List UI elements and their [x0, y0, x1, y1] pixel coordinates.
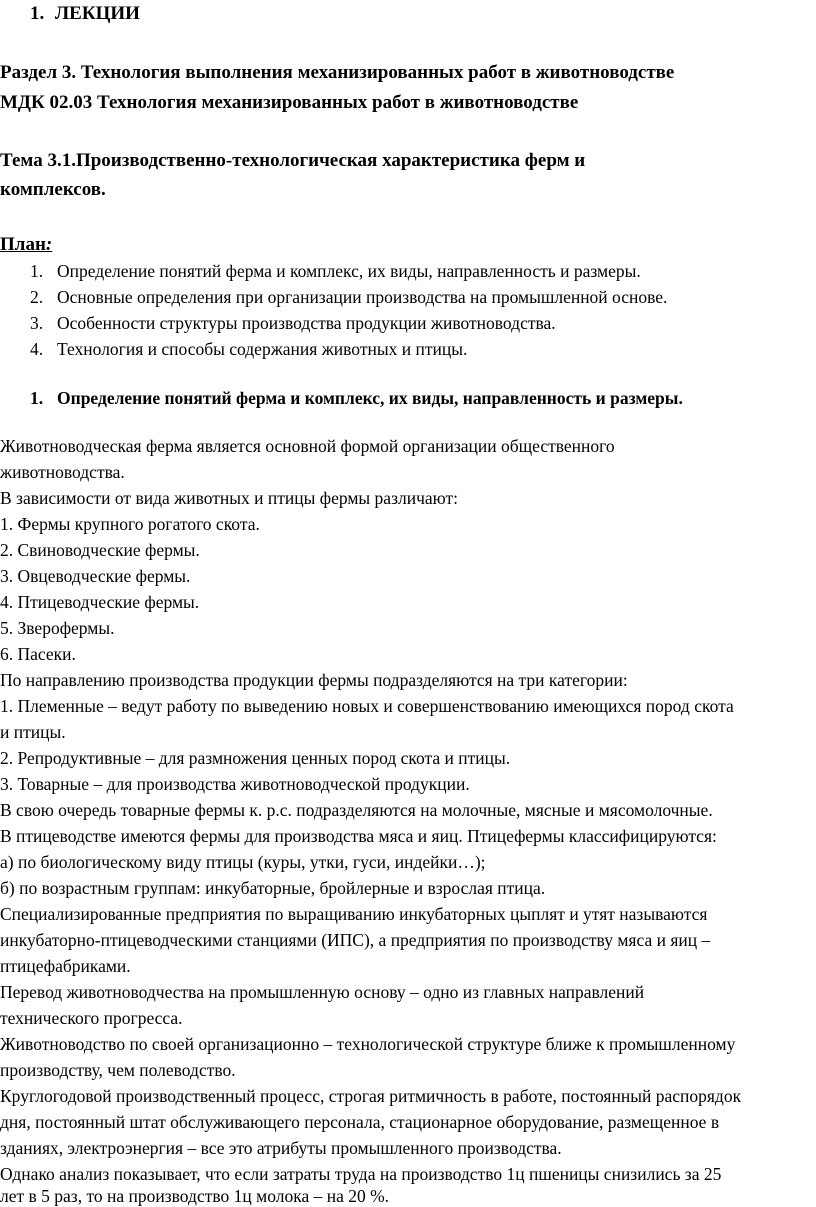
body-line: 4. Птицеводческие фермы.: [0, 592, 200, 612]
section-title: Раздел 3. Технология выполнения механизированных работ в животноводстве: [0, 62, 675, 83]
body-line: По направлению производства продукции фермы подразделяются на три категории:: [0, 670, 628, 690]
body-line: лет в 5 раз, то на производство 1ц молока – на 20 %.: [0, 1186, 390, 1206]
plan-item: Технология и способы содержания животных и птицы.: [57, 339, 468, 359]
body-line: 3. Овцеводческие фермы.: [0, 566, 191, 586]
body-line: Специализированные предприятия по выращиванию инкубаторных цыплят и утят называются: [0, 904, 708, 924]
body-line: зданиях, электроэнергия – все это атрибуты промышленного производства.: [0, 1138, 562, 1158]
topic-title-line-2: комплексов.: [0, 179, 106, 200]
subheading: Определение понятий ферма и комплекс, их виды, направленность и размеры.: [57, 388, 683, 408]
body-line: 2. Свиноводческие фермы.: [0, 540, 200, 560]
body-line: В свою очередь товарные фермы к. р.с. подразделяются на молочные, мясные и мясомолочные.: [0, 800, 713, 820]
body-line: птицефабриками.: [0, 956, 131, 976]
body-line: животноводства.: [0, 462, 125, 482]
plan-item: Определение понятий ферма и комплекс, их виды, направленность и размеры.: [57, 261, 641, 281]
body-line: 6. Пасеки.: [0, 644, 76, 664]
topic-title-line-1: Тема 3.1.Производственно-технологическая характеристика ферм и: [0, 150, 586, 171]
lecture-heading-number: 1.: [30, 3, 45, 24]
plan-item-number: 1.: [30, 261, 44, 281]
body-line: 5. Зверофермы.: [0, 618, 115, 638]
body-line: Животноводческая ферма является основной формой организации общественного: [0, 436, 615, 456]
subheading-number: 1.: [30, 388, 44, 408]
body-line: 1. Фермы крупного рогатого скота.: [0, 514, 260, 534]
plan-item-number: 3.: [30, 313, 44, 333]
plan-item-number: 4.: [30, 339, 44, 359]
plan-item-number: 2.: [30, 287, 44, 307]
body-line: дня, постоянный штат обслуживающего персонала, стационарное оборудование, размещенное в: [0, 1112, 720, 1132]
body-line: Животноводство по своей организационно – технологической структуре ближе к промышленному: [0, 1034, 736, 1054]
body-line: В зависимости от вида животных и птицы фермы различают:: [0, 488, 458, 508]
body-line: и птицы.: [0, 722, 66, 742]
body-line: а) по биологическому виду птицы (куры, утки, гуси, индейки…);: [0, 852, 486, 872]
body-line: Однако анализ показывает, что если затраты труда на производство 1ц пшеницы снизились за 25: [0, 1164, 722, 1184]
body-line: технического прогресса.: [0, 1008, 183, 1028]
plan-item: Основные определения при организации производства на промышленной основе.: [57, 287, 668, 307]
body-line: инкубаторно-птицеводческими станциями (ИПС), а предприятия по производству мяса и яиц –: [0, 930, 711, 950]
body-line: Перевод животноводчества на промышленную основу – одно из главных направлений: [0, 982, 645, 1002]
body-line: производству, чем полеводство.: [0, 1060, 236, 1080]
plan-item: Особенности структуры производства продукции животноводства.: [57, 313, 556, 333]
body-line: 2. Репродуктивные – для размножения ценных пород скота и птицы.: [0, 748, 511, 768]
body-line: 1. Племенные – ведут работу по выведению новых и совершенствованию имеющихся пород скота: [0, 696, 734, 716]
lecture-heading: ЛЕКЦИИ: [55, 3, 140, 24]
body-line: В птицеводстве имеются фермы для производства мяса и яиц. Птицефермы классифицируются:: [0, 826, 717, 846]
body-line: Круглогодовой производственный процесс, строгая ритмичность в работе, постоянный распорядок: [0, 1086, 742, 1106]
body-line: б) по возрастным группам: инкубаторные, бройлерные и взрослая птица.: [0, 878, 546, 898]
plan-title: План:: [0, 234, 53, 255]
mdk-title: МДК 02.03 Технология механизированных работ в животноводстве: [0, 92, 579, 113]
body-line: 3. Товарные – для производства животноводческой продукции.: [0, 774, 470, 794]
